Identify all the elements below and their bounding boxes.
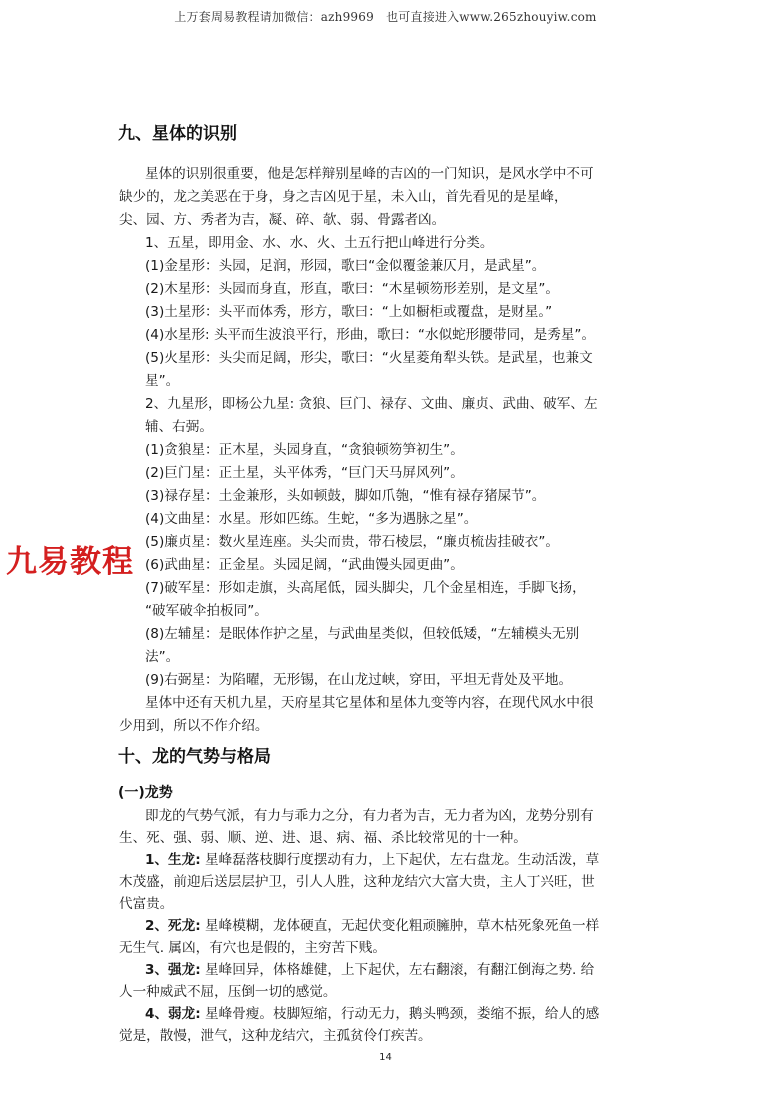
text-line: 木茂盛，前迎后送层层护卫，引人人胜，这种龙结穴大富大贵，主人丁兴旺，世 — [119, 874, 595, 890]
term-label: 3、强龙: — [145, 962, 201, 978]
text-line: 3、强龙: 星峰回异，体格雄健，上下起伏，左右翻滚，有翻江倒海之势. 给 — [145, 962, 595, 978]
text-line: (2)木星形：头园而身直，形直，歌曰：“木星顿笏形差别，是文星”。 — [145, 281, 559, 297]
text-line: (9)右弼星：为陷曜，无形锡，在山龙过峡，穿田，平坦无背处及平地。 — [145, 672, 573, 688]
text-line: (1)贪狼星：正木星，头园身直，“贪狼顿笏笋初生”。 — [145, 442, 464, 458]
text-line: 2、九星形，即杨公九星: 贪狼、巨门、禄存、文曲、廉贞、武曲、破军、左 — [145, 396, 598, 412]
text-line: 觉是，散慢，泄气，这种龙结穴，主孤贫伶仃疾苦。 — [119, 1028, 432, 1044]
text-line: (8)左辅星：是眠体作护之星，与武曲星类似，但较低矮，“左辅模头无别 — [145, 626, 580, 642]
text-line: (2)巨门星：正土星，头平体秀，“巨门天马屏风列”。 — [145, 465, 464, 481]
text-line: 1、五星，即用金、水、水、火、土五行把山峰进行分类。 — [145, 235, 494, 251]
term-label: 2、死龙: — [145, 918, 201, 934]
text-line: (4)水星形: 头平而生波浪平行，形曲，歌曰：“水似蛇形腰带同，是秀星”。 — [145, 327, 596, 343]
text-line: (5)廉贞星：数火星连座。头尖而贵，带石棱层，“廉贞梳齿挂破衣”。 — [145, 534, 559, 550]
text-line: 尖、园、方、秀者为吉，凝、碎、欹、弱、骨露者凶。 — [119, 212, 446, 228]
text-line: 星体中还有天机九星，天府星其它星体和星体九变等内容，在现代风水中很 — [145, 695, 594, 711]
text-line: 生、死、强、弱、顺、逆、进、退、病、福、杀比较常见的十一种。 — [119, 830, 527, 846]
section-title-10: 十、龙的气势与格局 — [118, 747, 271, 767]
text-line: 2、死龙: 星峰模糊，龙体硬直，无起伏变化粗顽臃肿，草木枯死象死鱼一样 — [145, 918, 600, 934]
text-line: 代富贵。 — [119, 896, 174, 912]
text-line: 缺少的，龙之美恶在于身，身之吉凶见于星，未入山，首先看见的是星峰， — [119, 189, 568, 205]
text-line: 星”。 — [145, 373, 180, 389]
page-header: 上万套周易教程请加微信：azh9969 也可直接进入www.265zhouyiw.com — [174, 10, 597, 24]
text-line: (5)火星形：头尖而足阔，形尖，歌曰：“火星菱角犁头铁。是武星，也兼文 — [145, 350, 593, 366]
text-line: 1、生龙: 星峰磊落枝脚行度摆动有力，上下起伏，左右盘龙。生动活泼，草 — [145, 852, 600, 868]
text-line: (3)禄存星：土金兼形，头如顿鼓，脚如爪匏，“惟有禄存猪屎节”。 — [145, 488, 546, 504]
text-line: 4、弱龙: 星峰骨瘦。枝脚短缩，行动无力，鹅头鸭颈，娄缩不振，给人的感 — [145, 1006, 600, 1022]
subsection-title: (一)龙势 — [118, 785, 173, 801]
page-number: 14 — [379, 1052, 392, 1063]
term-label: 4、弱龙: — [145, 1006, 201, 1022]
text-line: 法”。 — [145, 649, 180, 665]
text-line: 无生气. 属凶，有穴也是假的，主穷苦下贱。 — [119, 940, 386, 956]
text-line: 辅、右弼。 — [145, 419, 213, 435]
term-label: 1、生龙: — [145, 852, 201, 868]
text-line: 星体的识别很重要，他是怎样辩别星峰的吉凶的一门知识，是风水学中不可 — [145, 166, 594, 182]
text-line: (6)武曲星：正金星。头园足阔，“武曲馒头园更曲”。 — [145, 557, 464, 573]
text-line: (3)土星形：头平而体秀，形方，歌曰：“上如橱柜或覆盘，是财星。” — [145, 304, 553, 320]
text-line: (7)破军星：形如走旗，头高尾低，园头脚尖，几个金星相连，手脚飞扬， — [145, 580, 586, 596]
text-line: 人一种威武不屈，压倒一切的感觉。 — [119, 984, 337, 1000]
text-line: 即龙的气势气派，有力与乖力之分，有力者为吉，无力者为凶，龙势分别有 — [145, 808, 594, 824]
text-line: 少用到，所以不作介绍。 — [119, 718, 269, 734]
text-line: (4)文曲星：水星。形如匹练。生蛇，“多为遇脉之星”。 — [145, 511, 478, 527]
section-title-9: 九、星体的识别 — [118, 124, 237, 144]
text-line: (1)金星形：头园，足润，形园，歌曰“金似覆釜兼仄月，是武星”。 — [145, 258, 546, 274]
watermark-logo: 九易教程 — [6, 544, 134, 580]
text-line: “破军破伞拍板同”。 — [145, 603, 268, 619]
